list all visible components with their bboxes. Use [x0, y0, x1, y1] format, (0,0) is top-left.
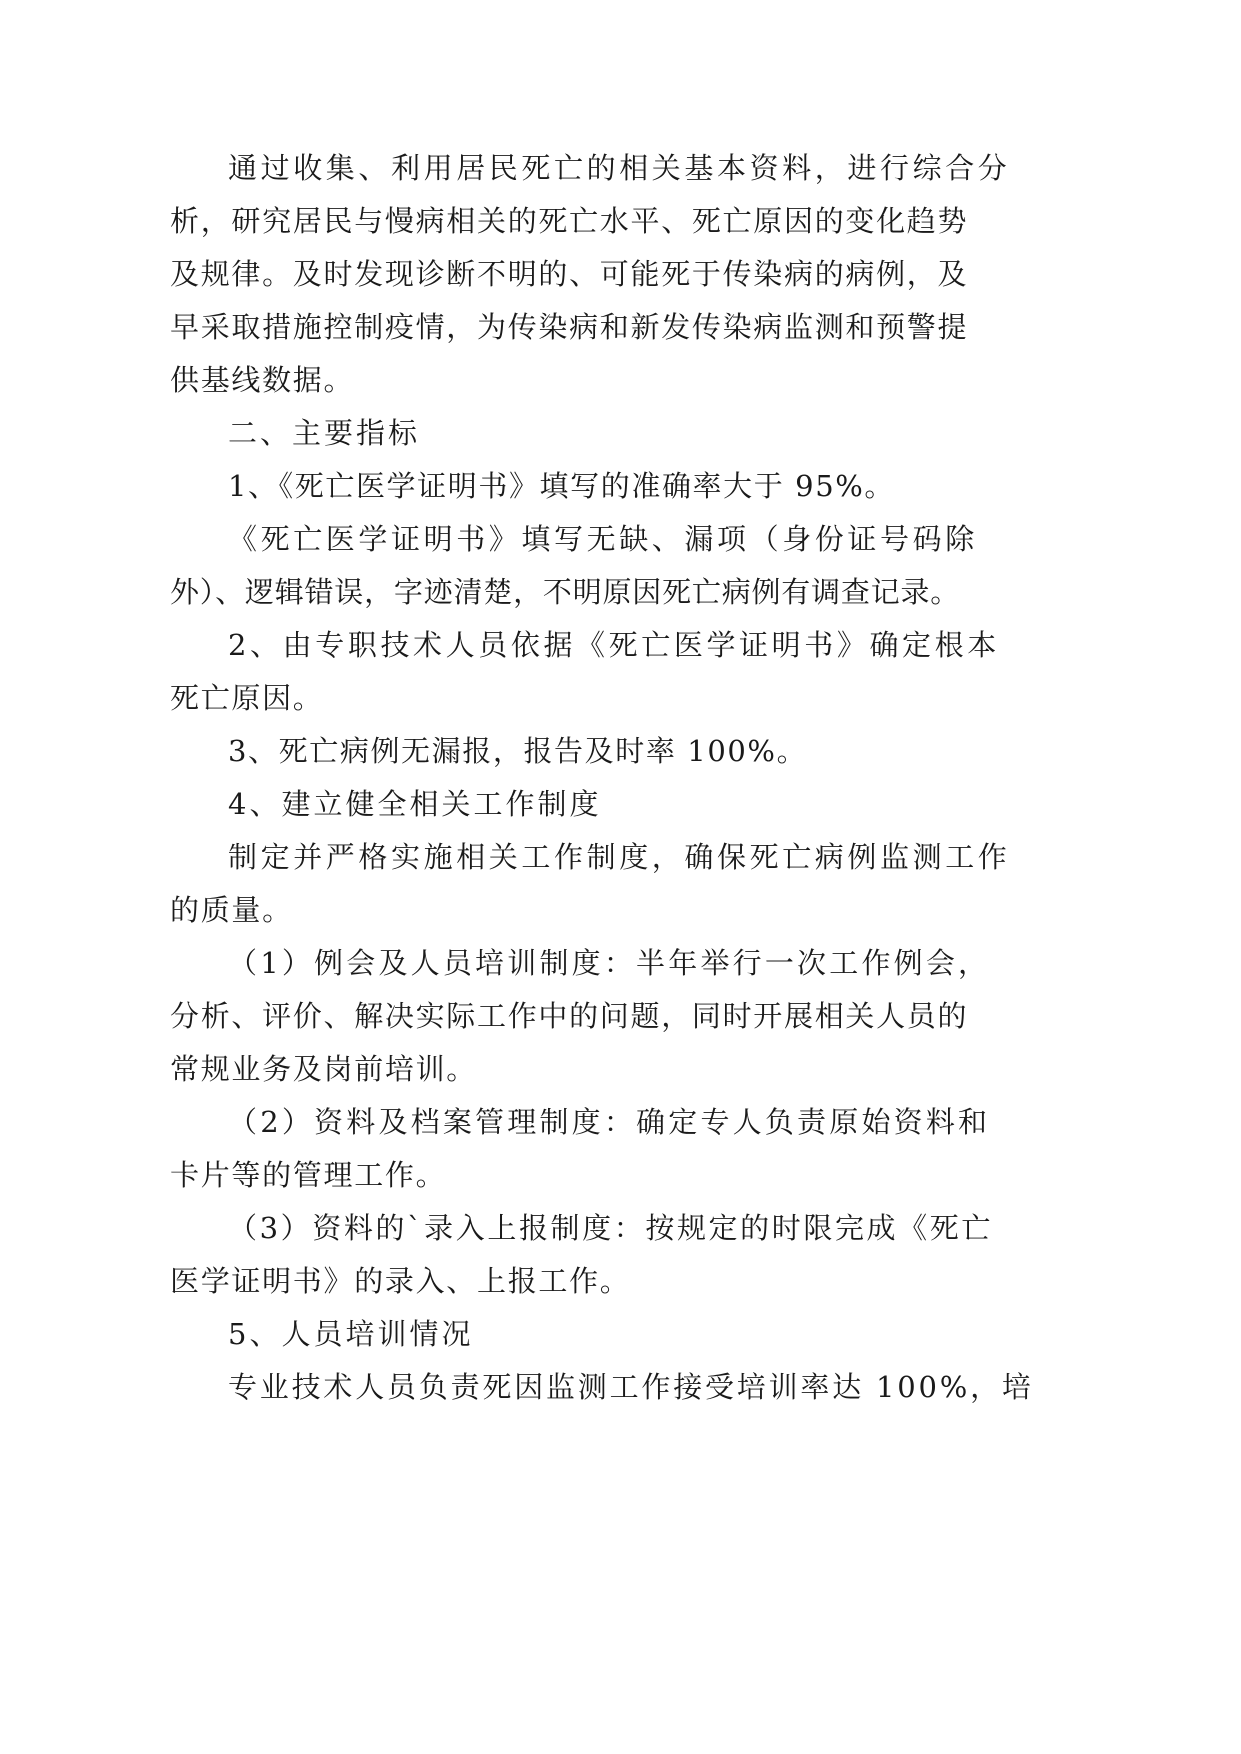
paragraph-line: 供基线数据。 [170, 363, 355, 397]
paragraph-line: 卡片等的管理工作。 [170, 1158, 447, 1192]
paragraph-line: 通过收集、利用居民死亡的相关基本资料，进行综合分 [228, 151, 1011, 185]
paragraph-line: （3）资料的`录入上报制度：按规定的时限完成《死亡 [228, 1211, 993, 1245]
paragraph-line: （1）例会及人员培训制度：半年举行一次工作例会， [228, 946, 991, 980]
paragraph-line: 4、建立健全相关工作制度 [228, 787, 602, 821]
paragraph-line: 及规律。及时发现诊断不明的、可能死于传染病的病例，及 [170, 257, 969, 291]
paragraph-line: （2）资料及档案管理制度：确定专人负责原始资料和 [228, 1105, 991, 1139]
section-heading: 二、主要指标 [228, 416, 421, 450]
paragraph-line: 制定并严格实施相关工作制度，确保死亡病例监测工作 [228, 840, 1011, 874]
paragraph-line: 外）、逻辑错误，字迹清楚，不明原因死亡病例有调查记录。 [170, 575, 961, 609]
paragraph-line: 1、《死亡医学证明书》填写的准确率大于 95%。 [228, 469, 896, 503]
paragraph-line: 专业技术人员负责死因监测工作接受培训率达 100%，培 [228, 1370, 1034, 1404]
paragraph-line: 析，研究居民与慢病相关的死亡水平、死亡原因的变化趋势 [170, 204, 969, 238]
paragraph-line: 死亡原因。 [170, 681, 324, 715]
paragraph-line: 分析、评价、解决实际工作中的问题，同时开展相关人员的 [170, 999, 969, 1033]
paragraph-line: 早采取措施控制疫情，为传染病和新发传染病监测和预警提 [170, 310, 969, 344]
paragraph-line: 常规业务及岗前培训。 [170, 1052, 478, 1086]
paragraph-line: 医学证明书》的录入、上报工作。 [170, 1264, 631, 1298]
paragraph-line: 《死亡医学证明书》填写无缺、漏项（身份证号码除 [228, 522, 978, 556]
paragraph-line: 2、由专职技术人员依据《死亡医学证明书》确定根本 [228, 628, 1000, 662]
paragraph-line: 的质量。 [170, 893, 293, 927]
paragraph-line: 5、人员培训情况 [228, 1317, 474, 1351]
paragraph-line: 3、死亡病例无漏报，报告及时率 100%。 [228, 734, 808, 768]
